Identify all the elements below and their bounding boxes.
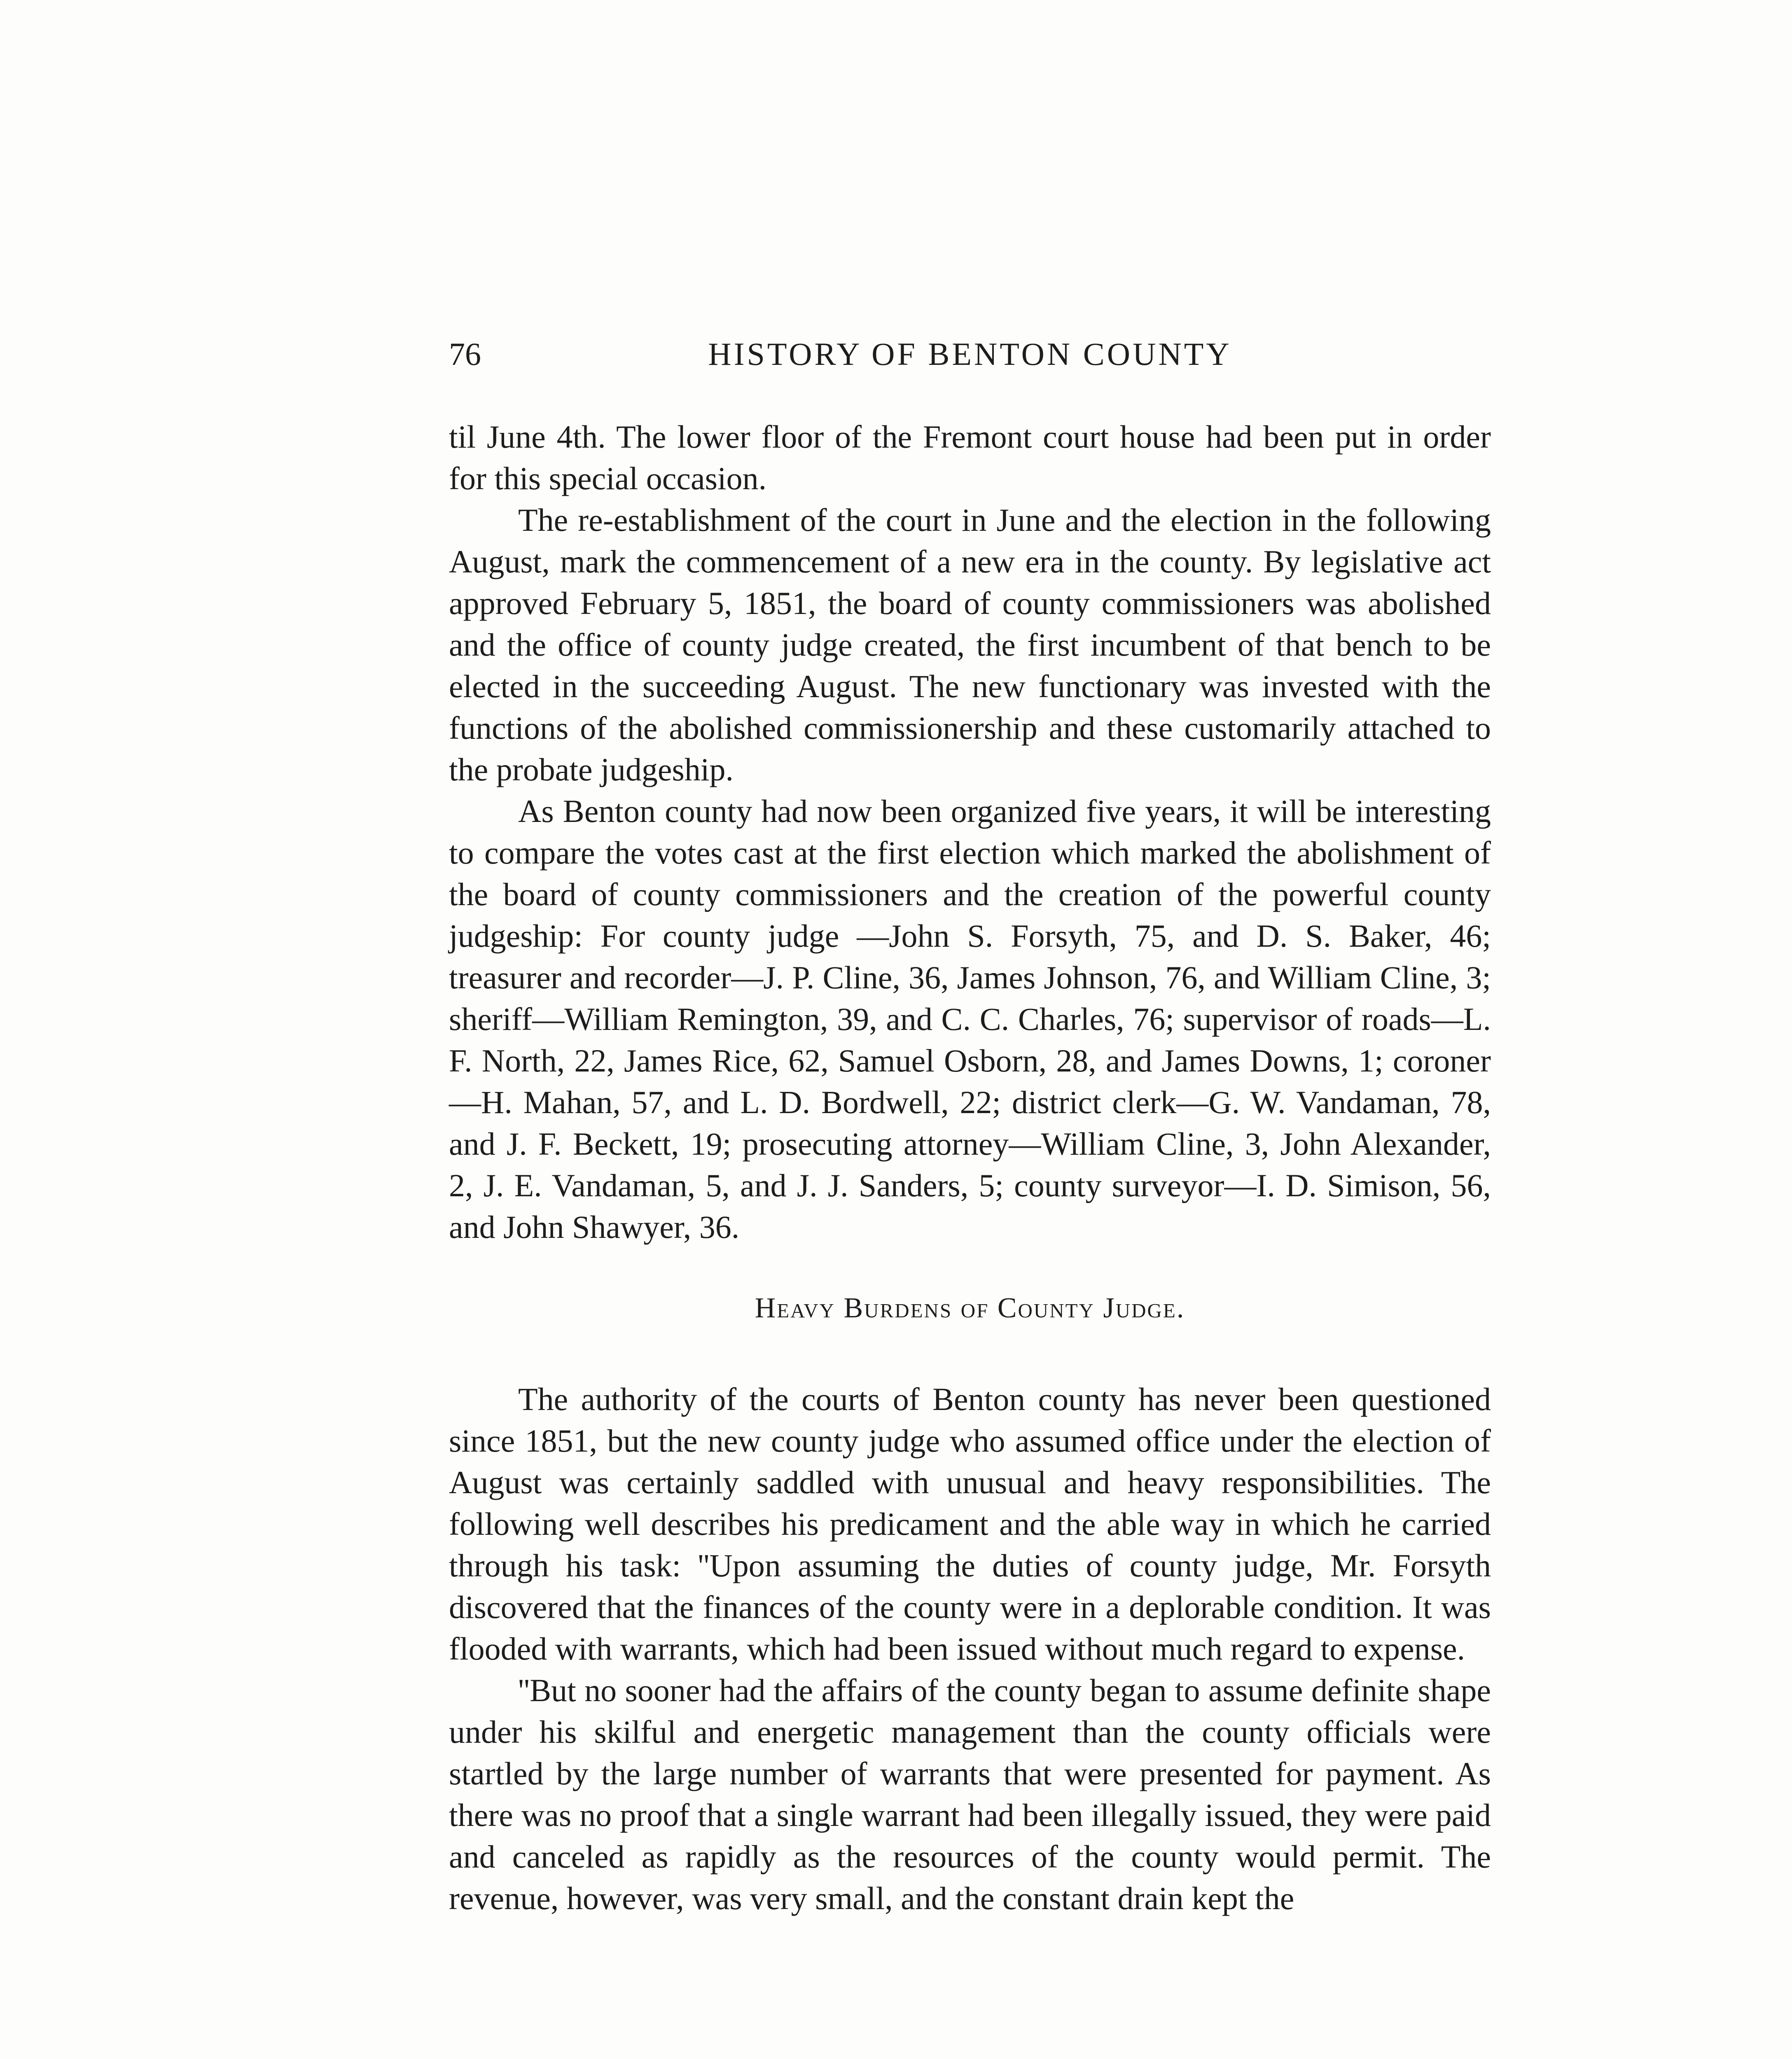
- paragraph-election-results: As Benton county had now been organized five years, it will be interesting to compare the votes cast at the first election which marked the abolishment of the board of county commissioners and the creation of the powerful county judgeship: For county judge —John S. Forsyth, 75, and D. S. Baker, 46; treasurer and recorder—J. P. Cline, 36, James Johnson, 76, and William Cline, 3; sheriff—William Remington, 39, and C. C. Charles, 76; supervisor of roads—L. F. North, 22, James Rice, 62, Samuel Osborn, 28, and James Downs, 1; coroner—H. Mahan, 57, and L. D. Bordwell, 22; district clerk—G. W. Vandaman, 78, and J. F. Beckett, 19; prosecuting attorney—William Cline, 3, John Alexander, 2, J. E. Vandaman, 5, and J. J. Sanders, 5; county surveyor—I. D. Simison, 56, and John Shawyer, 36.: [449, 793, 1491, 1245]
- section-heading: Heavy Burdens of County Judge.: [755, 1292, 1185, 1324]
- paragraph-new-era: The re-establishment of the court in June and the election in the following August, mark the commencement of a new era in the county. By legislative act approved February 5, 1851, the board of county commissioners was abolished and the office of county judge created, the first incumbent of that bench to be elected in the succeeding August. The new functionary was invested with the functions of the abolished commissionership and these customarily attached to the probate judgeship.: [449, 502, 1491, 787]
- page-number: 76: [449, 336, 481, 372]
- page-body: [449, 416, 1491, 1919]
- page-header: [449, 329, 1491, 379]
- paragraph-continuation: til June 4th. The lower floor of the Fremont court house had been put in order for this special occasion.: [449, 419, 1491, 496]
- paragraph-warrants: ''But no sooner had the affairs of the county began to assume definite shape under his skilful and energetic management than the county officials were startled by the large number of warrants that were presented for payment. As there was no proof that a single warrant had been illegally issued, they were paid and canceled as rapidly as the resources of the county would permit. The revenue, however, was very small, and the constant drain kept the: [449, 1672, 1491, 1916]
- paragraph-court-authority: The authority of the courts of Benton county has never been questioned since 1851, but the new county judge who assumed office under the election of August was certainly saddled with unusual and heavy responsibilities. The following well describes his predicament and the able way in which he carried through his task: ''Upon assuming the duties of county judge, Mr. Forsyth discovered that the finances of the county were in a deplorable condition. It was flooded with warrants, which had been issued without much regard to expense.: [449, 1381, 1491, 1667]
- running-head: HISTORY OF BENTON COUNTY: [708, 336, 1232, 372]
